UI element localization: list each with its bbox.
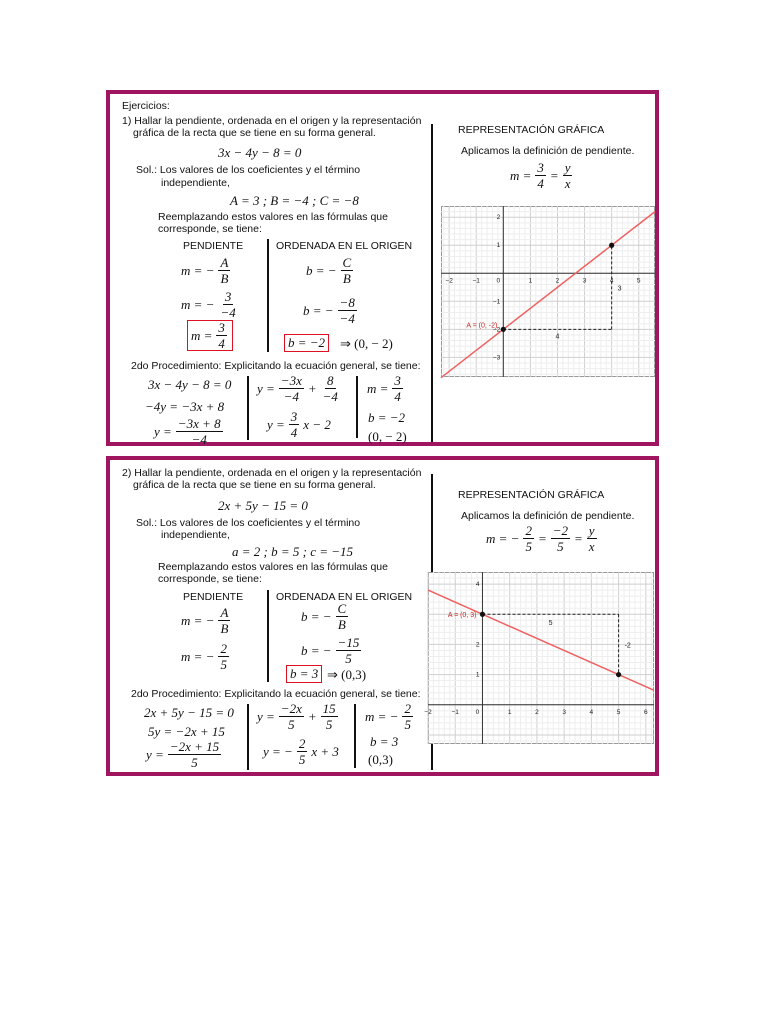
x-tick-label: 3 [582, 277, 587, 285]
solution-line-1: Sol.: Los valores de los coeficientes y el término [136, 517, 361, 529]
statement-line-2: gráfica de la recta que se tiene en su forma general. [133, 127, 376, 139]
step-7: b = 3 [370, 734, 399, 749]
y-tick-label: −1 [492, 298, 501, 306]
x-tick-label: 1 [528, 277, 533, 285]
replace-line-2: corresponde, se tiene: [158, 573, 262, 585]
intercept-substitution: b = − $\frac{-15}{5}$ [301, 635, 360, 666]
run-label: 5 [548, 620, 553, 628]
graph-subtitle: Aplicamos la definición de pendiente. [461, 145, 635, 157]
general-equation: 2x + 5y − 15 = 0 [218, 498, 308, 513]
step-6: m = $\frac{3}{4}$ [367, 373, 401, 404]
step-5: y = $\frac{3}{4}$ x − 2 [267, 409, 331, 440]
statement-line-1: 2) Hallar la pendiente, ordenada en el origen y la representación [122, 467, 422, 479]
step-3: y = $\frac{-2x + 15}{5}$ [146, 739, 220, 770]
procedure-2-title: 2do Procedimiento: Explicitando la ecuación general, se tiene: [131, 688, 421, 700]
step-7: b = −2 [368, 410, 406, 425]
point-b [616, 672, 621, 677]
intercept-title: ORDENADA EN EL ORIGEN [276, 240, 413, 252]
rise-label: -2 [624, 642, 631, 650]
slope-title: PENDIENTE [183, 240, 244, 252]
graph-2 [424, 572, 654, 744]
point-b [609, 243, 614, 248]
step-3: y = $\frac{-3x + 8}{-4}$ [154, 416, 221, 447]
coefficients: A = 3 ; B = −4 ; C = −8 [230, 193, 359, 208]
point-a [480, 612, 485, 617]
x-tick-label: −2 [424, 708, 432, 716]
replace-line-1: Reemplazando estos valores en las fórmulas que [158, 211, 388, 223]
y-tick-label: 1 [475, 671, 480, 679]
rise-label: 3 [617, 285, 622, 293]
x-tick-label: 2 [535, 708, 539, 716]
intercept-result: b = 3 [286, 665, 322, 683]
divider [247, 704, 249, 770]
step-2: 5y = −2x + 15 [148, 724, 225, 739]
x-tick-label: 0 [496, 277, 501, 285]
y-tick-label: −2 [492, 326, 501, 334]
slope-substitution: m = − $\frac{3}{-4}$ [181, 289, 236, 320]
x-tick-label: 5 [616, 708, 621, 716]
x-tick-label: 0 [475, 708, 480, 716]
exercise-2-panel [106, 456, 659, 776]
replace-line-1: Reemplazando estos valores en las fórmulas que [158, 561, 388, 573]
step-8: (0,3) [368, 752, 393, 767]
slope-definition: m = − $\frac{2}{5}$ = $\frac{-2}{5}$ = $\frac{y}{x}$ [486, 523, 595, 554]
step-8: (0, − 2) [368, 429, 407, 444]
y-tick-label: 2 [475, 641, 480, 649]
solution-line-2: independiente, [161, 529, 230, 541]
column-divider [431, 124, 433, 442]
graph-1 [441, 206, 655, 377]
divider [247, 376, 249, 440]
divider [267, 239, 269, 352]
intercept-point: ⇒ (0, − 2) [340, 336, 393, 351]
replace-line-2: corresponde, se tiene: [158, 223, 262, 235]
solution-line-2: independiente, [161, 177, 230, 189]
divider [354, 704, 356, 768]
slope-formula: m = − $\frac{A}{B}$ [181, 255, 229, 286]
x-tick-label: 1 [507, 708, 512, 716]
graph-subtitle: Aplicamos la definición de pendiente. [461, 510, 635, 522]
graph-title: REPRESENTACIÓN GRÁFICA [458, 124, 605, 136]
general-equation: 3x − 4y − 8 = 0 [218, 145, 302, 160]
graph-frame [429, 573, 654, 744]
solution-line-1: Sol.: Los valores de los coeficientes y el término [136, 164, 361, 176]
point-a-label: A = (0, 3) [447, 612, 477, 620]
step-5: y = − $\frac{2}{5}$ x + 3 [263, 736, 339, 767]
intercept-result: b = −2 [284, 334, 329, 352]
heading: Ejercicios: [122, 100, 170, 112]
slope-result: m = $\frac{3}{4}$ [187, 320, 233, 351]
x-tick-label: 4 [609, 277, 614, 285]
step-4: y = $\frac{-3x}{-4}$ + $\frac{8}{-4}$ [257, 373, 338, 404]
exercise-1-panel [106, 90, 659, 446]
divider [356, 376, 358, 438]
step-1: 2x + 5y − 15 = 0 [144, 705, 234, 720]
y-tick-label: 2 [496, 214, 501, 222]
divider [267, 590, 269, 682]
intercept-formula: b = − $\frac{C}{B}$ [301, 601, 347, 632]
intercept-point: ⇒ (0,3) [327, 667, 367, 682]
slope-substitution: m = − $\frac{2}{5}$ [181, 641, 227, 672]
step-1: 3x − 4y − 8 = 0 [148, 377, 232, 392]
x-tick-label: 5 [636, 277, 641, 285]
x-tick-label: −1 [472, 277, 480, 285]
x-tick-label: −1 [451, 708, 459, 716]
step-6: m = − $\frac{2}{5}$ [365, 701, 411, 732]
graph-title: REPRESENTACIÓN GRÁFICA [458, 489, 605, 501]
procedure-2-title: 2do Procedimiento: Explicitando la ecuación general, se tiene: [131, 360, 421, 372]
x-tick-label: 4 [589, 708, 594, 716]
point-a-label: A = (0, -2) [466, 322, 498, 330]
y-tick-label: −3 [492, 354, 501, 362]
y-tick-label: 4 [475, 581, 480, 589]
x-tick-label: −2 [445, 277, 453, 285]
coefficients: a = 2 ; b = 5 ; c = −15 [232, 544, 354, 559]
x-tick-label: 6 [644, 708, 648, 716]
slope-title: PENDIENTE [183, 591, 244, 603]
statement-line-2: gráfica de la recta que se tiene en su forma general. [133, 479, 376, 491]
point-a [501, 327, 506, 332]
intercept-title: ORDENADA EN EL ORIGEN [276, 591, 413, 603]
y-tick-label: 1 [496, 242, 501, 250]
slope-formula: m = − $\frac{A}{B}$ [181, 605, 229, 636]
step-2: −4y = −3x + 8 [145, 399, 225, 414]
slope-definition: m = $\frac{3}{4}$ = $\frac{y}{x}$ [510, 160, 571, 191]
step-4: y = $\frac{-2x}{5}$ + $\frac{15}{5}$ [257, 701, 336, 732]
run-label: 4 [555, 333, 560, 341]
intercept-substitution: b = − $\frac{-8}{-4}$ [303, 295, 355, 326]
intercept-formula: b = − $\frac{C}{B}$ [306, 255, 352, 286]
statement-line-1: 1) Hallar la pendiente, ordenada en el origen y la representación [122, 115, 422, 127]
x-tick-label: 3 [562, 708, 566, 716]
x-tick-label: 2 [555, 277, 560, 285]
